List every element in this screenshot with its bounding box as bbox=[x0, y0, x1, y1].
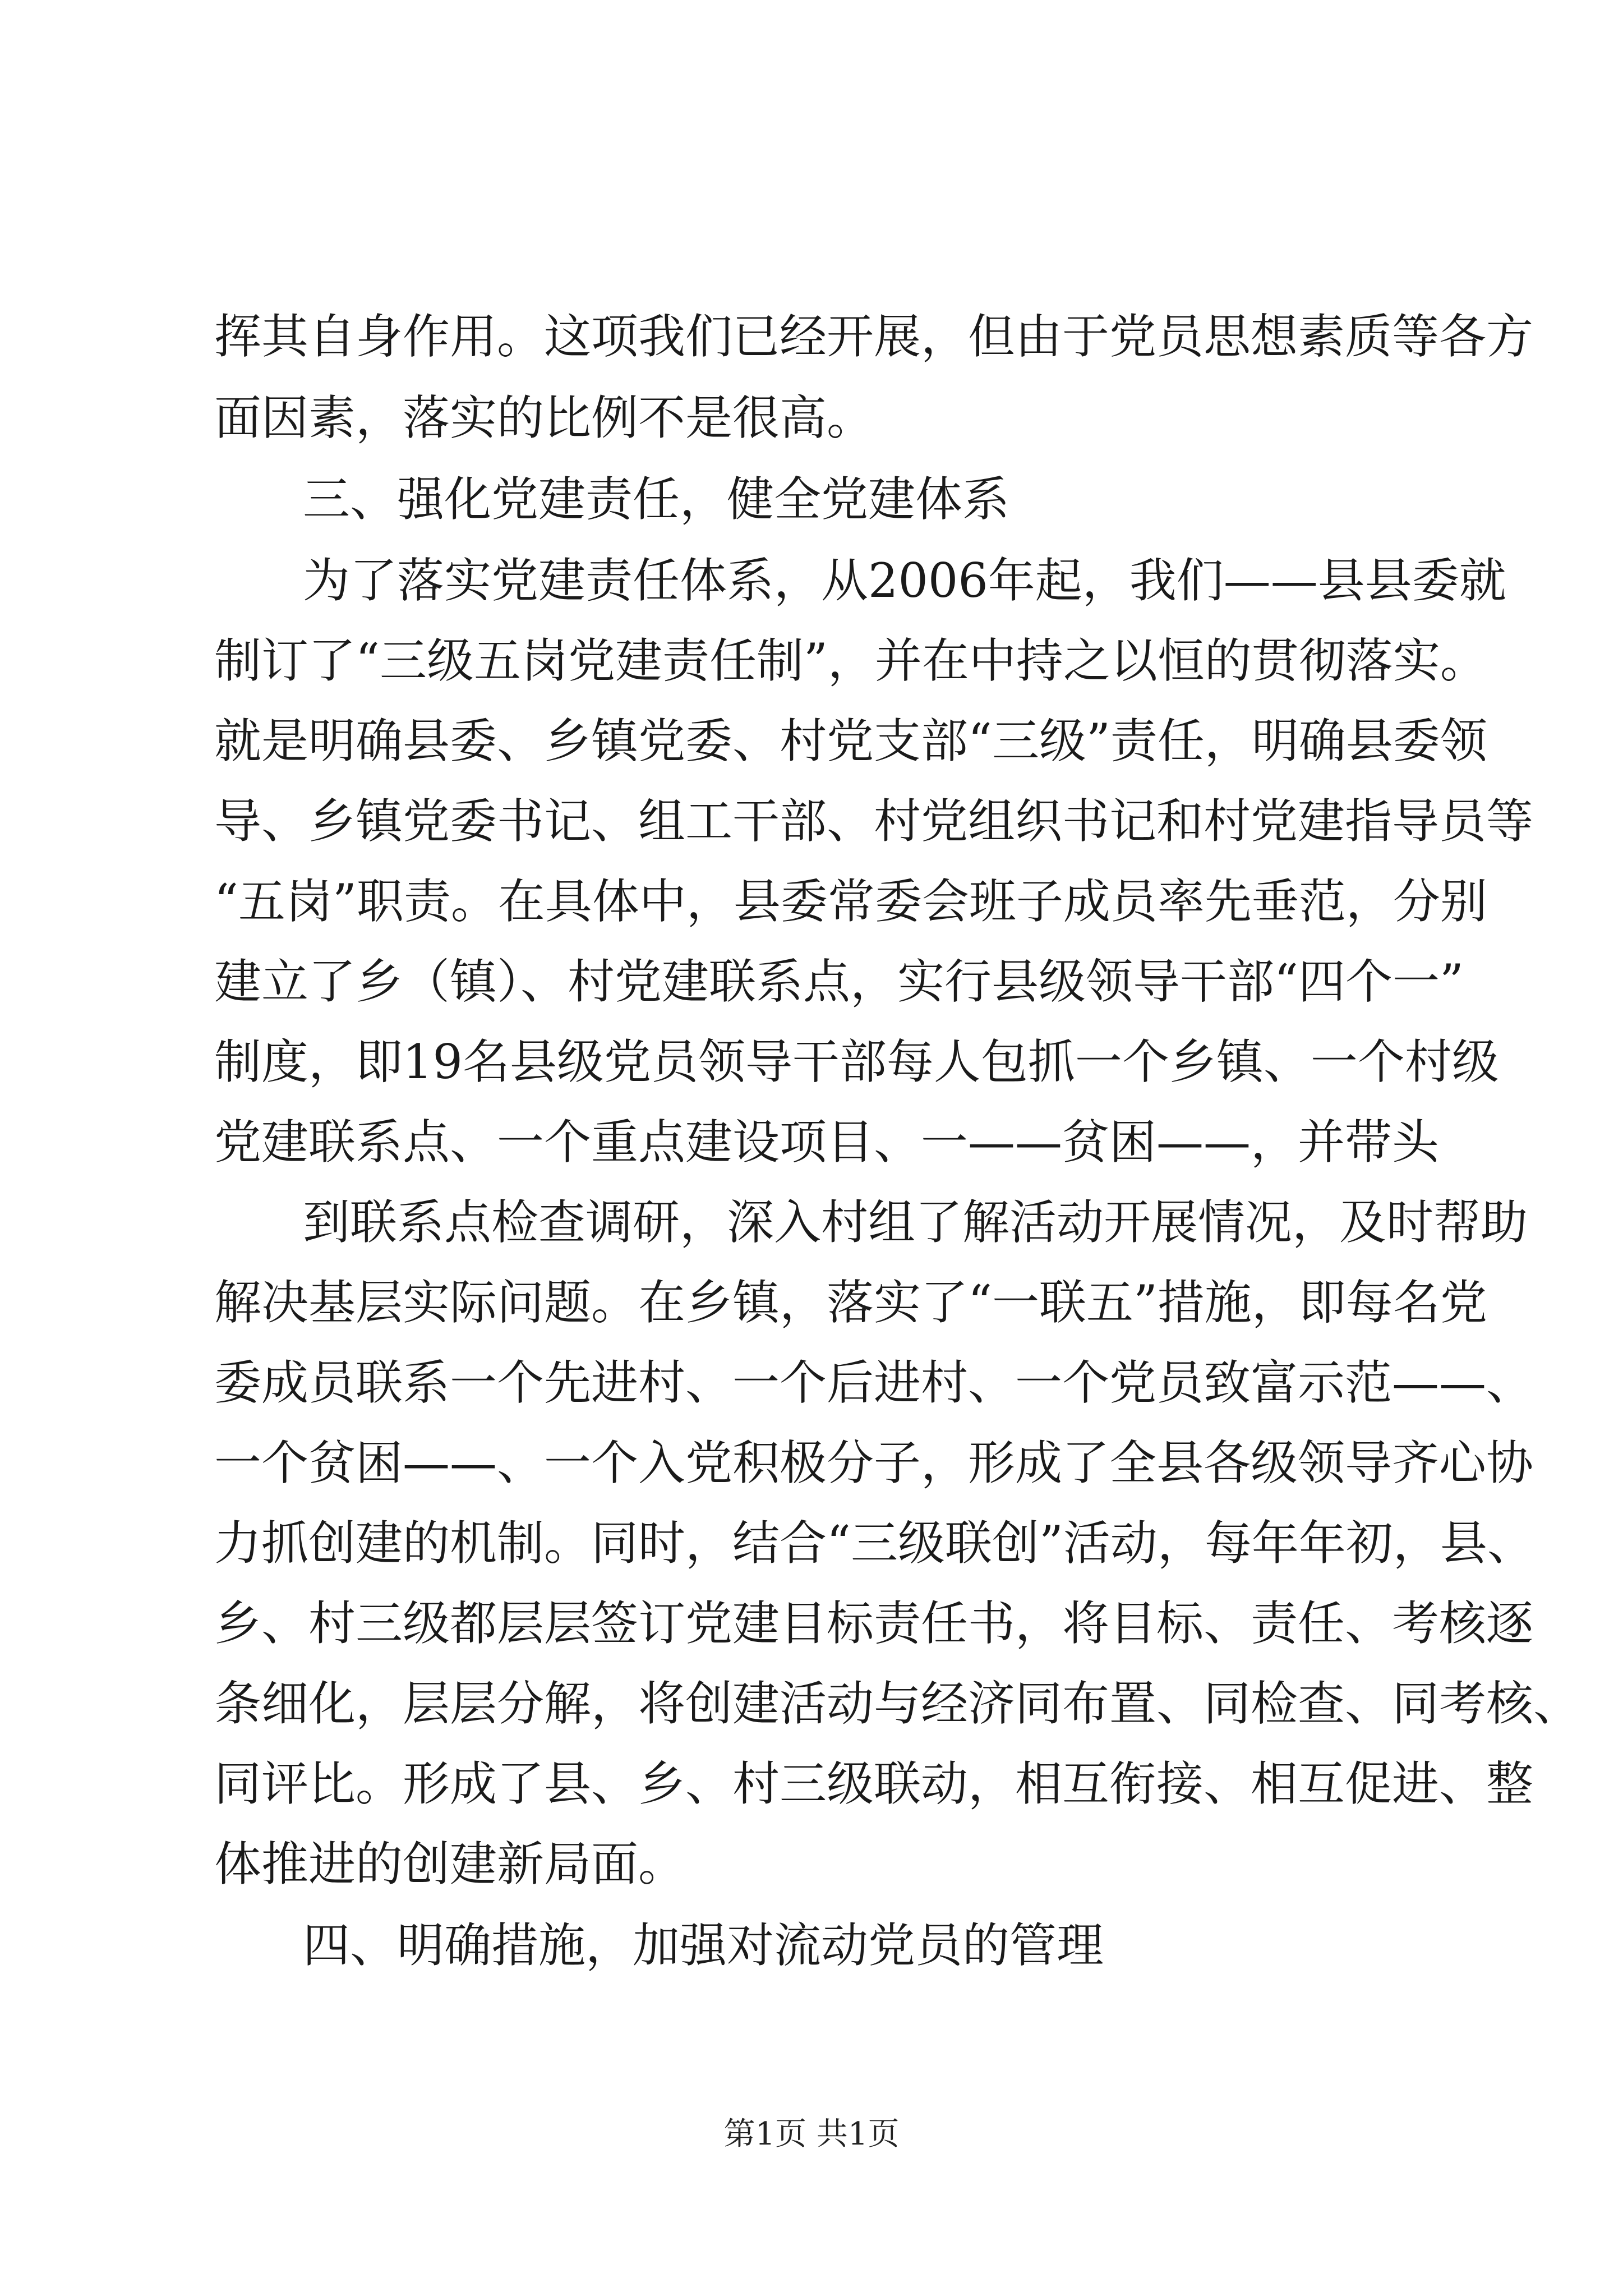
text-line: 同评比。形成了县、乡、村三级联动，相互衔接、相互促进、整 bbox=[214, 1756, 1534, 1811]
text-line: 为了落实党建责任体系，从2006年起，我们——县县委就 bbox=[303, 553, 1506, 608]
text-line: 就是明确县委、乡镇党委、村党支部“三级”责任，明确县委领 bbox=[214, 714, 1487, 769]
text-line: 制度，即19名县级党员领导干部每人包抓一个乡镇、一个村级 bbox=[214, 1034, 1499, 1089]
text-line: 委成员联系一个先进村、一个后进村、一个党员致富示范——、 bbox=[214, 1355, 1534, 1410]
text-line: 面因素，落实的比例不是很高。 bbox=[214, 390, 874, 445]
text-line: 力抓创建的机制。同时，结合“三级联创”活动，每年年初，县、 bbox=[214, 1516, 1534, 1571]
text-line: 体推进的创建新局面。 bbox=[214, 1837, 686, 1892]
text-line: 条细化，层层分解，将创建活动与经济同布置、同检查、同考核、 bbox=[214, 1676, 1581, 1731]
text-line: 一个贫困——、一个入党积极分子，形成了全县各级领导齐心协 bbox=[214, 1435, 1534, 1490]
text-line: 导、乡镇党委书记、组工干部、村党组织书记和村党建指导员等 bbox=[214, 794, 1534, 849]
section-heading: 三、强化党建责任，健全党建体系 bbox=[303, 472, 1010, 527]
section-heading: 四、明确措施，加强对流动党员的管理 bbox=[303, 1918, 1104, 1973]
text-line: 解决基层实际问题。在乡镇，落实了“一联五”措施，即每名党 bbox=[214, 1275, 1487, 1330]
text-line: “五岗”职责。在具体中，县委常委会班子成员率先垂范，分别 bbox=[214, 874, 1487, 929]
text-line: 到联系点检查调研，深入村组了解活动开展情况，及时帮助 bbox=[303, 1195, 1528, 1250]
text-line: 制订了“三级五岗党建责任制”，并在中持之以恒的贯彻落实。 bbox=[214, 633, 1487, 688]
text-line: 挥其自身作用。这项我们已经开展，但由于党员思想素质等各方 bbox=[214, 309, 1534, 364]
text-line: 建立了乡（镇）、村党建联系点，实行县级领导干部“四个一” bbox=[214, 954, 1464, 1009]
page-footer: 第1页 共1页 bbox=[723, 2116, 900, 2152]
text-line: 乡、村三级都层层签订党建目标责任书，将目标、责任、考核逐 bbox=[214, 1596, 1534, 1651]
text-line: 党建联系点、一个重点建设项目、一——贫困——，并带头 bbox=[214, 1115, 1440, 1170]
